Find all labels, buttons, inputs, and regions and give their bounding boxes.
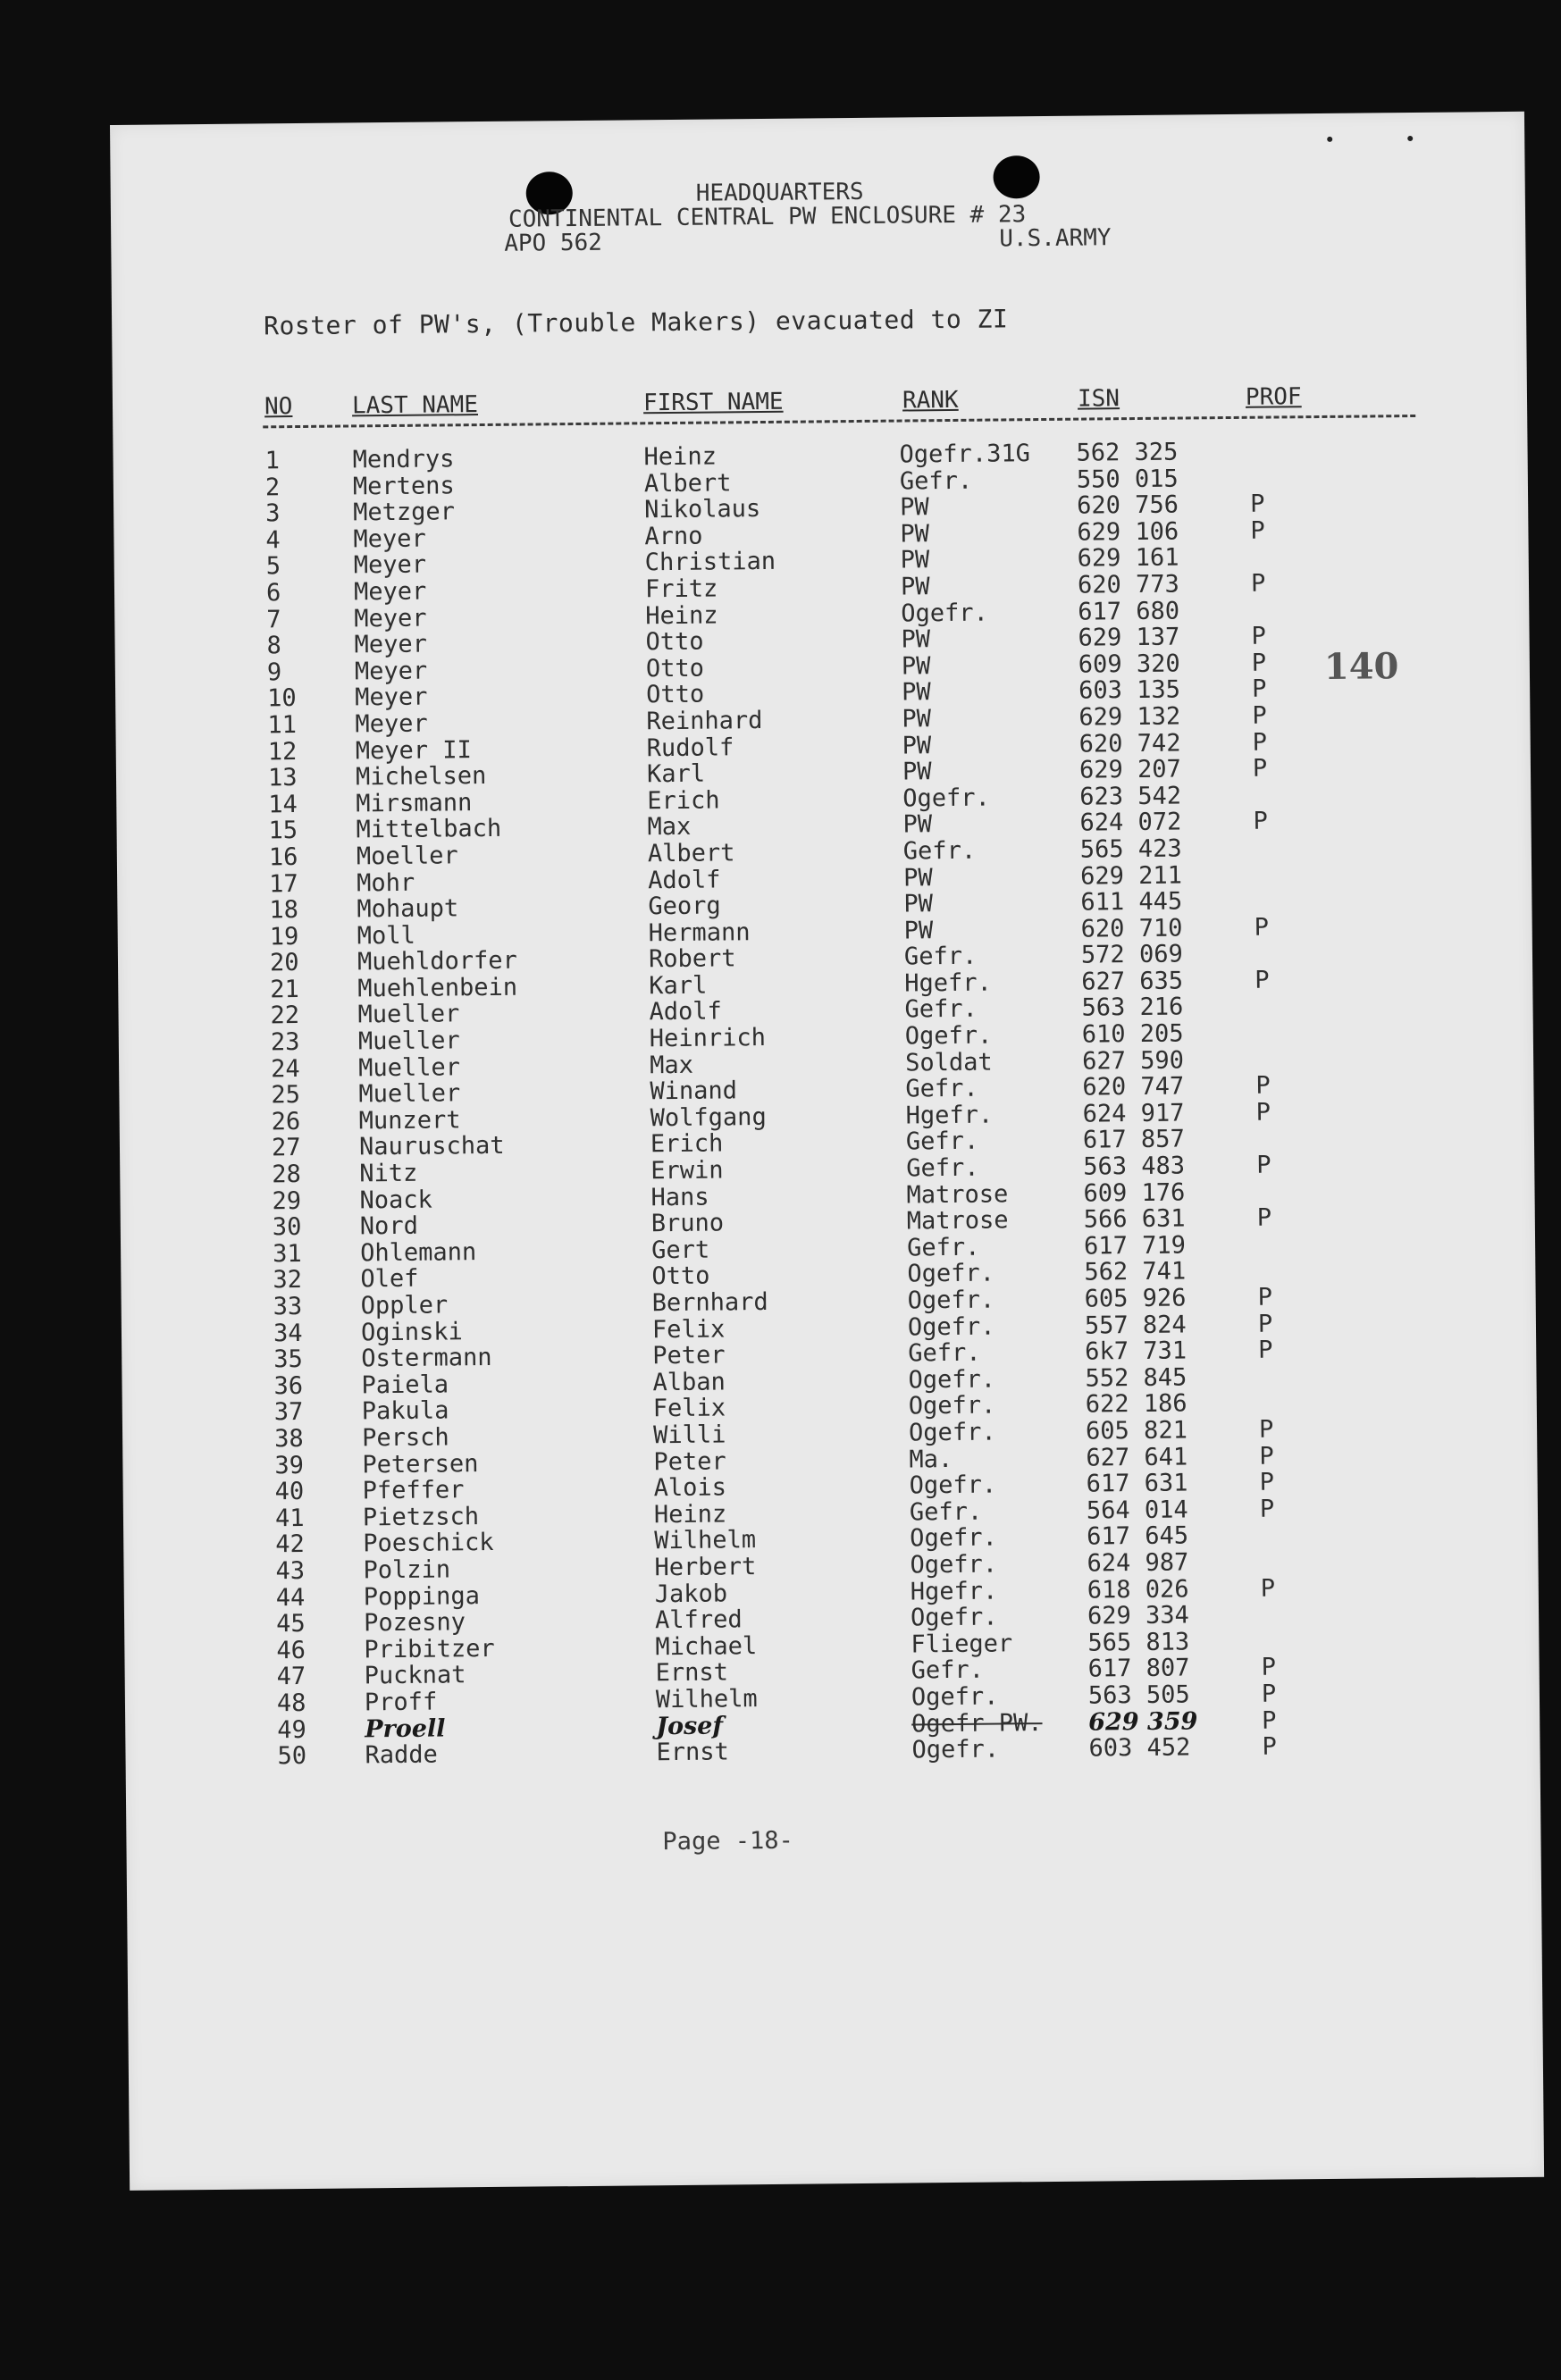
- cell-no: 45: [275, 1610, 306, 1638]
- cell-rank: PW: [902, 863, 933, 892]
- cell-last: Poppinga: [363, 1581, 481, 1611]
- cell-isn: 629 334: [1087, 1601, 1190, 1630]
- cell-isn: 609 320: [1078, 649, 1180, 679]
- cell-rank: PW: [902, 758, 932, 786]
- roster-table: [113, 435, 1540, 1771]
- cell-isn: 623 542: [1079, 782, 1182, 811]
- cell-last: Olef: [360, 1265, 419, 1294]
- cell-no: 10: [267, 684, 297, 713]
- cell-rank: Ogefr.: [911, 1682, 999, 1712]
- cell-isn: 620 773: [1077, 570, 1179, 599]
- cell-prof: P: [1261, 1653, 1277, 1682]
- cell-no: 42: [275, 1530, 305, 1559]
- cell-last: Pozesny: [363, 1608, 466, 1638]
- cell-first: Felix: [652, 1394, 726, 1423]
- cell-prof: P: [1254, 913, 1270, 942]
- cell-first: Alban: [652, 1368, 726, 1397]
- cell-first: Heinz: [653, 1500, 727, 1529]
- cell-first: Karl: [646, 759, 706, 789]
- cell-no: 7: [266, 605, 281, 633]
- cell-last: Meyer: [353, 524, 426, 554]
- cell-last: Metzger: [353, 498, 456, 527]
- cell-first: Hans: [650, 1183, 709, 1211]
- cell-last: Ostermann: [361, 1344, 492, 1373]
- cell-no: 11: [267, 710, 298, 740]
- cell-rank: PW: [900, 546, 930, 574]
- cell-last: Oginski: [360, 1317, 463, 1346]
- cell-first: Georg: [648, 892, 721, 921]
- cell-prof: P: [1253, 807, 1268, 836]
- cell-last: Nitz: [359, 1159, 418, 1188]
- cell-prof: P: [1255, 966, 1270, 994]
- cell-no: 12: [267, 737, 298, 766]
- cell-rank: Gefr.: [909, 1497, 983, 1527]
- cell-prof: P: [1252, 701, 1267, 730]
- cell-first: Herbert: [654, 1553, 757, 1582]
- cell-isn: 629 359: [1088, 1706, 1198, 1737]
- margin-number: 140: [1323, 645, 1399, 688]
- cell-rank: Ogefr.: [907, 1312, 995, 1342]
- cell-rank: Hgefr.: [905, 1101, 994, 1130]
- cell-no: 9: [266, 658, 282, 687]
- cell-last: Meyer: [354, 630, 428, 659]
- cell-rank: Flieger: [911, 1630, 1013, 1659]
- cell-last: Poeschick: [363, 1529, 494, 1558]
- cell-isn: 563 483: [1083, 1152, 1186, 1181]
- cell-no: 44: [275, 1583, 306, 1612]
- cell-rank: PW: [900, 573, 930, 601]
- cell-isn: 629 211: [1079, 861, 1183, 891]
- cell-last: Mittelbach: [356, 815, 502, 844]
- cell-last: Meyer: [355, 683, 428, 712]
- cell-rank: Ogefr.31G: [899, 440, 1031, 469]
- cell-first: Erich: [650, 1129, 724, 1159]
- cell-first: Winand: [650, 1077, 738, 1106]
- cell-no: 43: [275, 1556, 306, 1586]
- cell-no: 31: [272, 1239, 302, 1269]
- cell-isn: 617 857: [1082, 1125, 1185, 1155]
- cell-first: Ernst: [656, 1738, 729, 1767]
- cell-last: Noack: [359, 1186, 432, 1214]
- cell-last: Pfeffer: [362, 1476, 465, 1505]
- cell-first: Alfred: [654, 1605, 743, 1635]
- cell-isn: 610 205: [1081, 1019, 1184, 1049]
- cell-rank: Ogefr.: [911, 1735, 1000, 1764]
- cell-no: 34: [273, 1319, 303, 1347]
- cell-isn: 611 445: [1080, 887, 1183, 917]
- cell-last: Mendrys: [352, 445, 455, 474]
- cell-no: 2: [264, 473, 281, 501]
- cell-rank: Gefr.: [905, 1127, 979, 1156]
- cell-prof: P: [1258, 1336, 1273, 1364]
- cell-no: 33: [273, 1292, 303, 1321]
- cell-last: Michelsen: [355, 762, 487, 792]
- cell-no: 16: [268, 842, 298, 872]
- cell-prof: P: [1256, 1151, 1271, 1179]
- cell-rank: Matrose: [906, 1180, 1009, 1210]
- cell-first: Adolf: [647, 865, 721, 894]
- cell-rank: PW: [901, 625, 931, 654]
- cell-no: 19: [269, 922, 299, 951]
- cell-first: Otto: [645, 627, 704, 657]
- cell-isn: 562 325: [1076, 438, 1179, 467]
- cell-prof: P: [1255, 1071, 1271, 1100]
- cell-rank: Soldat: [904, 1048, 993, 1077]
- page-footer: Page -18-: [662, 1826, 793, 1856]
- cell-isn: 617 807: [1087, 1654, 1190, 1683]
- cell-first: Albert: [647, 839, 735, 868]
- cell-prof: P: [1252, 754, 1268, 783]
- cell-no: 6: [265, 579, 281, 608]
- cell-first: Max: [649, 1051, 694, 1079]
- cell-rank: PW: [902, 810, 933, 839]
- cell-first: Heinz: [645, 601, 718, 630]
- cell-prof: P: [1251, 622, 1266, 650]
- cell-isn: 624 917: [1082, 1099, 1185, 1128]
- header-line-3-right: U.S.ARMY: [999, 224, 1112, 253]
- cell-isn: 620 756: [1076, 490, 1179, 520]
- cell-first: Hermann: [648, 918, 751, 947]
- cell-first: Heinrich: [649, 1024, 767, 1053]
- cell-first: Felix: [651, 1315, 726, 1344]
- cell-rank: PW: [900, 493, 929, 522]
- cell-last: Moll: [357, 921, 415, 951]
- cell-last: Oppler: [360, 1291, 449, 1320]
- cell-rank: PW: [903, 890, 934, 918]
- cell-isn: 629 106: [1077, 517, 1179, 547]
- cell-isn: 552 845: [1085, 1363, 1188, 1393]
- cell-rank: Ogefr.: [907, 1259, 995, 1288]
- cell-last: Mirsmann: [356, 788, 473, 818]
- header-line-1: HEADQUARTERS: [695, 178, 864, 207]
- cell-rank: Gefr.: [905, 1074, 978, 1103]
- cell-rank: Ogefr.: [910, 1603, 998, 1632]
- cell-no: 22: [270, 1001, 300, 1030]
- column-header-isn: ISN: [1077, 385, 1120, 413]
- cell-no: 17: [269, 869, 298, 898]
- cell-isn: 629 207: [1078, 755, 1181, 784]
- cell-last: Munzert: [358, 1106, 461, 1136]
- cell-rank: Ogefr.: [908, 1365, 996, 1395]
- header-line-2: CONTINENTAL CENTRAL PW ENCLOSURE # 23: [508, 201, 1027, 233]
- cell-rank: PW: [902, 731, 932, 760]
- cell-rank: Ogefr PW.: [911, 1708, 1043, 1738]
- cell-isn: 624 072: [1079, 808, 1182, 837]
- cell-prof: P: [1258, 1415, 1274, 1444]
- cell-isn: 6k7 731: [1085, 1337, 1188, 1366]
- cell-rank: Ogefr.: [902, 784, 990, 813]
- cell-first: Jakob: [654, 1579, 728, 1608]
- cell-isn: 564 014: [1086, 1496, 1188, 1525]
- cell-rank: Gefr.: [903, 943, 978, 971]
- cell-last: Mueller: [357, 1052, 461, 1083]
- punch-hole-right: [993, 155, 1039, 198]
- cell-isn: 572 069: [1080, 940, 1183, 969]
- cell-last: Mertens: [352, 471, 455, 501]
- cell-last: Mueller: [357, 1027, 460, 1056]
- cell-last: Proell: [365, 1714, 446, 1743]
- cell-no: 23: [270, 1028, 300, 1057]
- cell-isn: 622 186: [1085, 1389, 1188, 1419]
- cell-no: 47: [276, 1663, 306, 1691]
- cell-no: 29: [272, 1186, 302, 1215]
- cell-first: Ernst: [655, 1658, 729, 1688]
- cell-rank: Gefr.: [904, 995, 978, 1024]
- cell-prof: P: [1257, 1310, 1273, 1338]
- cell-no: 48: [276, 1689, 306, 1718]
- cell-rank: Ogefr.: [904, 1021, 993, 1051]
- cell-first: Albert: [643, 468, 732, 498]
- cell-first: Heinz: [643, 442, 718, 472]
- cell-first: Arno: [644, 522, 703, 551]
- cell-rank: Gefr.: [902, 836, 977, 866]
- cell-no: 13: [267, 764, 298, 792]
- cell-no: 4: [265, 525, 281, 555]
- cell-prof: P: [1261, 1680, 1277, 1708]
- cell-rank: Gefr.: [899, 466, 973, 496]
- cell-no: 24: [271, 1054, 300, 1083]
- cell-last: Pribitzer: [364, 1634, 495, 1664]
- column-header-last-name: LAST NAME: [351, 391, 479, 420]
- speck: [1327, 137, 1332, 142]
- cell-first: Gert: [650, 1236, 710, 1265]
- cell-rank: Ogefr.: [901, 599, 988, 628]
- cell-first: Reinhard: [646, 706, 763, 736]
- cell-last: Nord: [359, 1211, 419, 1241]
- cell-rank: Ogefr.: [910, 1523, 997, 1553]
- cell-no: 21: [270, 975, 299, 1004]
- cell-isn: 629 161: [1077, 543, 1179, 574]
- cell-first: Bruno: [650, 1209, 725, 1238]
- cell-isn: 620 742: [1078, 729, 1181, 758]
- cell-no: 5: [265, 552, 281, 581]
- cell-last: Mohr: [357, 868, 415, 897]
- cell-last: Meyer: [354, 604, 427, 633]
- cell-rank: Hgefr.: [910, 1577, 998, 1606]
- cell-isn: 617 631: [1086, 1469, 1188, 1498]
- cell-prof: P: [1257, 1283, 1273, 1312]
- cell-first: Fritz: [644, 574, 718, 604]
- cell-last: Muehlenbein: [357, 973, 518, 1003]
- cell-no: 25: [271, 1081, 301, 1110]
- cell-last: Polzin: [363, 1555, 451, 1585]
- cell-rank: Ogefr.: [909, 1471, 997, 1500]
- cell-first: Bernhard: [651, 1287, 768, 1318]
- cell-last: Meyer: [353, 577, 427, 607]
- cell-last: Pakula: [361, 1396, 449, 1426]
- cell-rank: PW: [900, 520, 930, 549]
- cell-prof: P: [1259, 1468, 1275, 1496]
- cell-isn: 605 821: [1085, 1416, 1188, 1446]
- cell-no: 41: [274, 1504, 305, 1533]
- cell-isn: 603 452: [1088, 1733, 1191, 1763]
- cell-prof: P: [1249, 490, 1265, 518]
- cell-last: Mueller: [357, 1000, 460, 1029]
- cell-last: Pietzsch: [362, 1502, 480, 1532]
- cell-prof: P: [1250, 516, 1265, 545]
- cell-isn: 562 741: [1084, 1257, 1187, 1286]
- cell-first: Michael: [655, 1631, 758, 1661]
- cell-last: Mueller: [358, 1079, 461, 1109]
- cell-no: 36: [273, 1371, 304, 1401]
- cell-isn: 550 015: [1076, 465, 1179, 494]
- cell-first: Nikolaus: [644, 495, 761, 524]
- cell-no: 20: [269, 949, 299, 977]
- cell-last: Moeller: [356, 842, 458, 871]
- cell-no: 18: [269, 896, 299, 925]
- cell-last: Petersen: [362, 1449, 479, 1479]
- cell-no: 3: [265, 499, 281, 528]
- cell-first: Otto: [646, 680, 705, 709]
- cell-no: 1: [264, 447, 281, 475]
- cell-no: 39: [274, 1451, 305, 1479]
- cell-rank: PW: [901, 651, 931, 681]
- cell-rank: Hgefr.: [904, 968, 992, 998]
- cell-isn: 629 132: [1078, 702, 1181, 732]
- cell-prof: P: [1250, 569, 1266, 598]
- cell-rank: Gefr.: [911, 1656, 985, 1685]
- cell-isn: 565 423: [1079, 834, 1182, 864]
- cell-isn: 565 813: [1087, 1628, 1190, 1657]
- cell-isn: 627 635: [1081, 967, 1184, 996]
- cell-last: Nauruschat: [358, 1132, 505, 1161]
- cell-prof: P: [1251, 675, 1267, 704]
- cell-first: Josef: [656, 1711, 724, 1740]
- cell-isn: 629 137: [1078, 623, 1180, 652]
- cell-no: 37: [273, 1398, 304, 1427]
- cell-rank: Gefr.: [906, 1233, 980, 1262]
- cell-first: Willi: [652, 1420, 726, 1450]
- cell-rank: Ogefr.: [907, 1286, 995, 1315]
- cell-last: Meyer: [355, 709, 428, 739]
- cell-first: Erich: [647, 786, 720, 815]
- cell-isn: 557 824: [1084, 1311, 1187, 1340]
- cell-last: Meyer: [354, 657, 428, 686]
- cell-isn: 620 747: [1082, 1072, 1185, 1102]
- cell-first: Peter: [653, 1447, 726, 1476]
- cell-rank: PW: [903, 916, 934, 945]
- cell-first: Rudolf: [646, 733, 734, 762]
- cell-no: 15: [268, 817, 298, 845]
- cell-rank: Ogefr.: [910, 1550, 998, 1580]
- cell-rank: Matrose: [906, 1206, 1009, 1236]
- cell-last: Proff: [364, 1688, 438, 1717]
- speck: [1407, 136, 1413, 141]
- cell-isn: 605 926: [1084, 1284, 1187, 1313]
- cell-first: Robert: [648, 944, 736, 974]
- cell-isn: 563 216: [1081, 993, 1184, 1023]
- cell-prof: P: [1260, 1574, 1276, 1603]
- cell-rank: PW: [902, 705, 932, 733]
- cell-first: Karl: [649, 971, 708, 1001]
- cell-no: 40: [274, 1478, 305, 1506]
- column-header-prof: PROF: [1245, 383, 1302, 411]
- cell-prof: P: [1251, 649, 1267, 677]
- document-page: [110, 112, 1544, 2191]
- cell-no: 28: [272, 1161, 301, 1189]
- cell-first: Wilhelm: [654, 1526, 757, 1555]
- cell-first: Christian: [644, 548, 776, 577]
- cell-no: 32: [273, 1266, 303, 1295]
- cell-no: 49: [277, 1715, 306, 1744]
- cell-no: 14: [268, 790, 298, 819]
- cell-last: Ohlemann: [359, 1237, 477, 1268]
- cell-prof: P: [1262, 1732, 1277, 1761]
- cell-prof: P: [1259, 1442, 1274, 1471]
- cell-rank: Ogefr.: [908, 1418, 996, 1447]
- cell-first: Adolf: [649, 997, 722, 1027]
- cell-isn: 566 631: [1083, 1204, 1186, 1234]
- cell-first: Peter: [652, 1341, 726, 1370]
- cell-no: 30: [272, 1213, 302, 1242]
- cell-no: 50: [277, 1742, 307, 1771]
- cell-last: Pucknat: [364, 1661, 466, 1690]
- column-header-first-name: FIRST NAME: [642, 388, 784, 417]
- cell-rank: Gefr.: [908, 1338, 981, 1368]
- cell-first: Erwin: [650, 1156, 724, 1186]
- cell-rank: Ma.: [909, 1445, 953, 1474]
- cell-isn: 627 590: [1081, 1046, 1185, 1076]
- cell-isn: 618 026: [1087, 1575, 1189, 1605]
- cell-first: Wilhelm: [655, 1685, 758, 1714]
- cell-last: Meyer II: [355, 735, 472, 765]
- cell-last: Mohaupt: [357, 894, 459, 924]
- cell-prof: P: [1255, 1098, 1271, 1127]
- cell-rank: PW: [901, 678, 931, 707]
- cell-no: 38: [273, 1424, 304, 1454]
- cell-last: Radde: [365, 1740, 438, 1770]
- cell-isn: 563 505: [1087, 1680, 1190, 1710]
- roster-title: Roster of PW's, (Trouble Makers) evacuated to ZI: [264, 304, 1009, 341]
- cell-prof: P: [1262, 1706, 1277, 1735]
- cell-isn: 627 641: [1086, 1443, 1188, 1472]
- cell-isn: 624 987: [1087, 1548, 1189, 1578]
- cell-first: Max: [647, 813, 692, 842]
- cell-first: Otto: [651, 1262, 710, 1291]
- cell-isn: 617 645: [1087, 1521, 1189, 1551]
- cell-last: Meyer: [353, 551, 427, 580]
- cell-last: Paiela: [361, 1370, 449, 1400]
- cell-no: 35: [273, 1345, 303, 1374]
- cell-first: Wolfgang: [650, 1102, 767, 1133]
- cell-isn: 617 680: [1078, 597, 1180, 626]
- cell-last: Persch: [361, 1423, 449, 1453]
- header-line-3-left: APO 562: [504, 229, 603, 257]
- cell-no: 27: [271, 1134, 301, 1162]
- cell-no: 46: [276, 1636, 306, 1665]
- cell-prof: P: [1259, 1495, 1275, 1523]
- column-header-no: NO: [264, 393, 293, 421]
- cell-no: 8: [266, 632, 282, 660]
- cell-last: Muehldorfer: [357, 946, 517, 976]
- cell-isn: 617 719: [1083, 1231, 1187, 1261]
- cell-isn: 609 176: [1083, 1178, 1186, 1208]
- cell-isn: 603 135: [1078, 675, 1181, 705]
- cell-prof: P: [1256, 1203, 1272, 1232]
- column-header-rank: RANK: [902, 386, 959, 415]
- cell-rank: Gefr.: [906, 1153, 979, 1183]
- cell-no: 26: [271, 1107, 301, 1136]
- cell-first: Otto: [645, 654, 705, 683]
- cell-prof: P: [1252, 728, 1268, 757]
- cell-first: Alois: [653, 1473, 727, 1503]
- cell-isn: 620 710: [1080, 914, 1183, 943]
- cell-rank: Ogefr.: [908, 1391, 996, 1420]
